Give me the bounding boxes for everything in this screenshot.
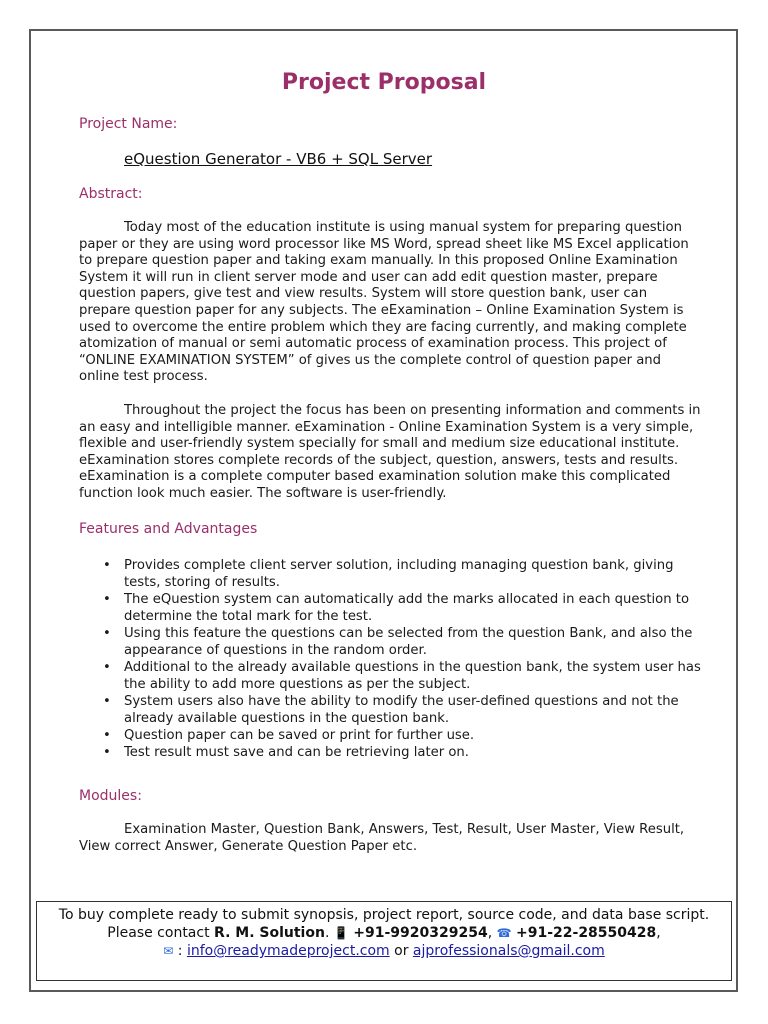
contact-intro: To buy complete ready to submit synopsis, project report, source code, and data base script. [58,907,710,923]
please-contact-text: Please contact [107,925,215,941]
list-item [79,727,704,744]
bullet-icon: • [103,626,111,641]
abstract-paragraph: Today most of the education institute is using manual system for preparing question paper or they are using word processor like MS Word, spread sheet like MS Excel application to prepare question paper and taking exam manually. In this proposed Online Examination System it will run in client server mode and user can add edit question master, prepare question papers, give test and view results. System will store question bank, user can prepare question paper for any subjects. The eExamination – Online Examination System is used to overcome the entire problem which they are facing currently, and making complete atomization of manual or semi automatic process of examination process. This project of “ONLINE EXAMINATION SYSTEM” of gives us the complete control of question paper and online test process. [79,220,689,385]
company-name: R. M. Solution [214,925,325,941]
email-link-info[interactable]: info@readymadeproject.com [186,943,390,959]
bullet-icon: • [103,745,111,760]
feature-text: Additional to the already available questions in the question bank, the system user has the ability to add more questions as per the subject. [124,660,701,692]
separator: , [487,925,497,941]
envelope-icon: ✉ [163,944,174,958]
list-item [79,693,704,727]
feature-text: Using this feature the questions can be selected from the question Bank, and also the appearance of questions in the random order. [124,626,693,658]
mobile-number: +91-9920329254 [353,925,488,941]
project-name-value: eQuestion Generator - VB6 + SQL Server [124,150,433,168]
list-item [79,744,704,761]
modules-heading: Modules: [79,788,142,804]
email-link-aj[interactable]: ajprofessionals@gmail.com [412,943,605,959]
features-heading: Features and Advantages [79,521,258,537]
feature-text: Test result must save and can be retrieving later on. [124,745,469,760]
bullet-icon: • [103,592,111,607]
list-item [79,659,704,693]
separator: , [656,925,661,941]
feature-text: System users also have the ability to modify the user-defined questions and not the already available questions in the question bank. [124,694,679,726]
bullet-icon: • [103,660,111,675]
feature-text: Question paper can be saved or print for further use. [124,728,475,743]
features-list [79,557,704,761]
contact-box [36,901,732,981]
list-item [79,557,704,591]
email-line [37,942,731,960]
or-text: or [389,943,413,959]
document-title: Project Proposal [281,70,487,95]
modules-paragraph: Examination Master, Question Bank, Answers, Test, Result, User Master, View Result, View correct Answer, Generate Question Paper etc. [79,822,685,854]
abstract-label: Abstract: [79,186,143,202]
list-item [79,591,704,625]
phone-number: +91-22-28550428 [516,925,657,941]
bullet-icon: • [103,728,111,743]
mobile-phone-icon: 📱 [333,926,349,940]
telephone-icon: ☎ [496,926,512,940]
separator: . [324,925,334,941]
contact-line [37,924,731,942]
feature-text: Provides complete client server solution, including managing question bank, giving tests, storing of results. [124,558,674,590]
separator: : [173,943,187,959]
abstract-paragraph: Throughout the project the focus has been on presenting information and comments in an easy and intelligible manner. eExamination - Online Examination System is a very simple, flexible and user-friendly system specially for small and medium size educational institute. eExamination stores complete records of the subject, question, answers, tests and results. eExamination is a complete computer based examination solution make this complicated function look much easier. The software is user-friendly. [79,403,701,501]
list-item [79,625,704,659]
bullet-icon: • [103,694,111,709]
bullet-icon: • [103,558,111,573]
feature-text: The eQuestion system can automatically add the marks allocated in each question to determine the total mark for the test. [124,592,690,624]
project-name-label: Project Name: [79,116,178,132]
